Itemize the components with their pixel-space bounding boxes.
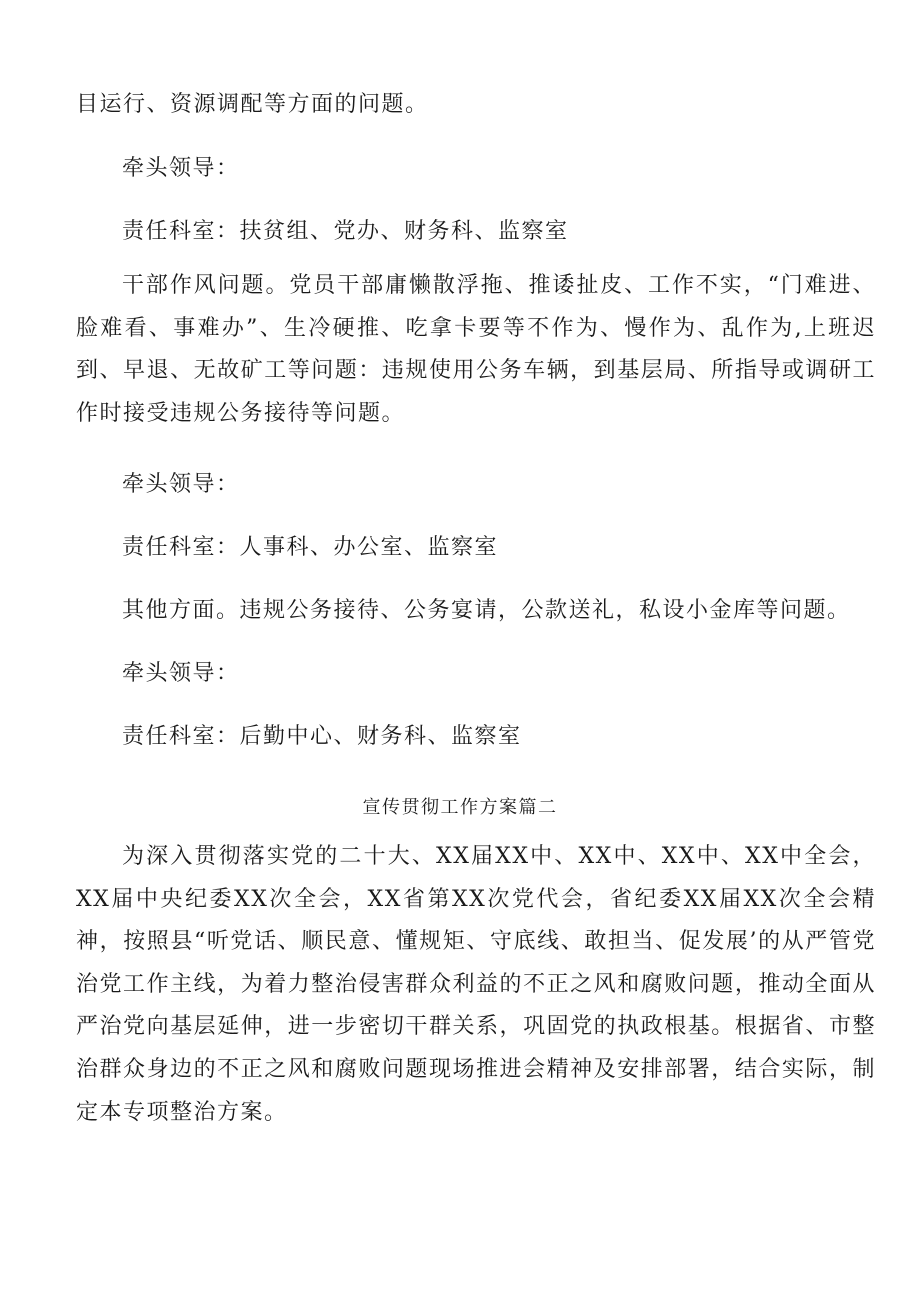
paragraph-plan-intro: 为深入贯彻落实党的二十大、XX届XX中、XX中、XX中、XX中全会，XX届中央纪委XX次全会，XX省第XX次党代会，省纪委XX届XX次全会精神，按照县“听党话、顺民意、懂规矩、守底线、敢担当、促发展’的从严管党治党工作主线，为着力整治侵害群众利益的不正之风和腐败问题，推动全面从严治党向基层延伸，进一步密切干群关系，巩固党的执政根基。根据省、市整治群众身边的不正之风和腐败问题现场推进会精神及安排部署，结合实际，制定本专项整治方案。 bbox=[76, 844, 876, 1125]
responsible-dept-line: 责任科室：后勤中心、财务科、监察室 bbox=[122, 724, 522, 749]
paragraph-continuation: 目运行、资源调配等方面的问题。 bbox=[76, 92, 429, 117]
lead-leader-line: 牵头领导： bbox=[122, 472, 240, 497]
paragraph-other-aspects: 其他方面。违规公务接待、公务宴请，公款送礼，私设小金库等问题。 bbox=[122, 598, 851, 623]
lead-leader-line: 牵头领导： bbox=[122, 661, 240, 686]
responsible-dept-line: 责任科室：人事科、办公室、监察室 bbox=[122, 535, 499, 560]
responsible-dept-line: 责任科室：扶贫组、党办、财务科、监察室 bbox=[122, 219, 569, 244]
paragraph-cadre-style: 干部作风问题。党员干部庸懒散浮拖、推诿扯皮、工作不实，“门难进、脸难看、事难办”、生冷硬推、吃拿卡要等不作为、慢作为、乱作为,上班迟到、早退、无故矿工等问题：违规使用公务车辆，到基层局、所指导或调研工作时接受违规公务接待等问题。 bbox=[76, 273, 876, 426]
section-heading: 宣传贯彻工作方案篇二 bbox=[362, 797, 558, 818]
lead-leader-line: 牵头领导： bbox=[122, 156, 240, 181]
